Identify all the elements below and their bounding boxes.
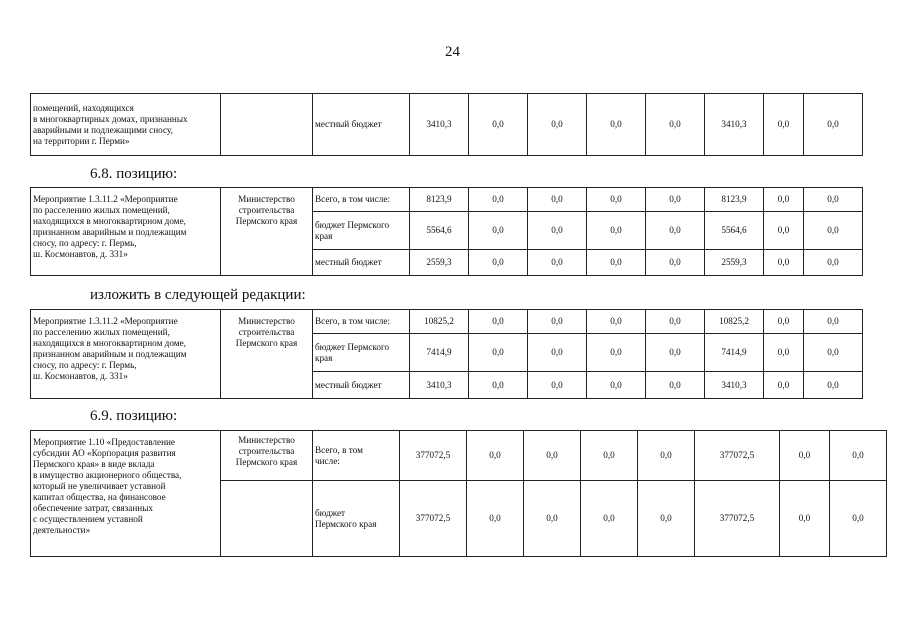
value-cell: 0,0 <box>581 481 638 557</box>
value-cell: 0,0 <box>646 212 705 250</box>
value-cell: 0,0 <box>638 431 695 481</box>
table-position-6-8 <box>30 187 863 276</box>
value-cell: 377072,5 <box>695 431 780 481</box>
value-cell: 0,0 <box>764 94 804 156</box>
funding-source: Всего, в том числе: <box>313 431 400 481</box>
value-cell: 0,0 <box>646 94 705 156</box>
value-cell: 5564,6 <box>410 212 469 250</box>
section-heading-6-9: 6.9. позицию: <box>90 408 178 424</box>
value-cell: 0,0 <box>764 372 804 399</box>
value-cell: 0,0 <box>469 372 528 399</box>
value-cell: 0,0 <box>469 334 528 372</box>
section-heading-redaction: изложить в следующей редакции: <box>90 287 306 303</box>
value-cell: 0,0 <box>804 212 863 250</box>
value-cell: 0,0 <box>780 431 830 481</box>
value-cell: 0,0 <box>780 481 830 557</box>
measure-description: Мероприятие 1.3.11.2 «Мероприятие по расселению жилых помещений, находящихся в многоквартирном доме, признанном аварийным и подлежащим сносу, по адресу: г. Пермь, ш. Космонавтов, д. 331» <box>31 310 221 399</box>
value-cell: 0,0 <box>804 188 863 212</box>
responsible-cell: Министерство строительства Пермского края <box>221 188 313 276</box>
value-cell: 3410,3 <box>410 94 469 156</box>
measure-description: помещений, находящихся в многоквартирных домах, признанных аварийными и подлежащими сносу, на территории г. Перми» <box>31 94 221 156</box>
value-cell: 0,0 <box>764 188 804 212</box>
funding-source: Всего, в том числе: <box>313 188 410 212</box>
value-cell: 0,0 <box>804 310 863 334</box>
measure-description: Мероприятие 1.10 «Предоставление субсидии АО «Корпорация развития Пермского края» в виде вклада в имущество акционерного общества, который не увеличивает уставной капитал общества, на финансовое обеспечение затрат, связанных с осуществлением уставной деятельности» <box>31 431 221 557</box>
funding-source: бюджет Пермского края <box>313 481 400 557</box>
value-cell: 8123,9 <box>705 188 764 212</box>
funding-source: бюджет Пермского края <box>313 334 410 372</box>
responsible-cell <box>221 94 313 156</box>
value-cell: 7414,9 <box>705 334 764 372</box>
value-cell: 7414,9 <box>410 334 469 372</box>
value-cell: 2559,3 <box>705 250 764 276</box>
value-cell: 0,0 <box>469 188 528 212</box>
value-cell: 0,0 <box>830 481 887 557</box>
table-continuation <box>30 93 863 156</box>
value-cell: 0,0 <box>587 372 646 399</box>
value-cell: 377072,5 <box>695 481 780 557</box>
value-cell: 0,0 <box>646 250 705 276</box>
value-cell: 0,0 <box>804 250 863 276</box>
value-cell: 5564,6 <box>705 212 764 250</box>
funding-source: Всего, в том числе: <box>313 310 410 334</box>
table-row <box>31 94 863 156</box>
value-cell: 0,0 <box>587 188 646 212</box>
value-cell: 0,0 <box>528 310 587 334</box>
value-cell: 0,0 <box>587 334 646 372</box>
value-cell: 0,0 <box>469 250 528 276</box>
value-cell: 0,0 <box>646 334 705 372</box>
value-cell: 0,0 <box>528 372 587 399</box>
value-cell: 0,0 <box>467 431 524 481</box>
funding-source: бюджет Пермского края <box>313 212 410 250</box>
funding-source: местный бюджет <box>313 372 410 399</box>
value-cell: 8123,9 <box>410 188 469 212</box>
responsible-cell: Министерство строительства Пермского края <box>221 431 313 481</box>
value-cell: 0,0 <box>524 481 581 557</box>
funding-source: местный бюджет <box>313 250 410 276</box>
measure-description: Мероприятие 1.3.11.2 «Мероприятие по расселению жилых помещений, находящихся в многоквартирном доме, признанном аварийным и подлежащим сносу, по адресу: г. Пермь, ш. Космонавтов, д. 331» <box>31 188 221 276</box>
table-row <box>31 310 863 334</box>
value-cell: 0,0 <box>646 372 705 399</box>
value-cell: 0,0 <box>646 188 705 212</box>
responsible-cell: Министерство строительства Пермского края <box>221 310 313 399</box>
value-cell: 0,0 <box>764 212 804 250</box>
value-cell: 0,0 <box>638 481 695 557</box>
value-cell: 10825,2 <box>410 310 469 334</box>
value-cell: 0,0 <box>467 481 524 557</box>
value-cell: 0,0 <box>528 188 587 212</box>
table-row <box>31 431 887 481</box>
value-cell: 0,0 <box>804 372 863 399</box>
value-cell: 0,0 <box>528 94 587 156</box>
value-cell: 0,0 <box>764 310 804 334</box>
value-cell: 10825,2 <box>705 310 764 334</box>
value-cell: 0,0 <box>646 310 705 334</box>
value-cell: 377072,5 <box>400 431 467 481</box>
value-cell: 0,0 <box>587 310 646 334</box>
value-cell: 0,0 <box>581 431 638 481</box>
value-cell: 3410,3 <box>705 94 764 156</box>
value-cell: 377072,5 <box>400 481 467 557</box>
value-cell: 0,0 <box>587 212 646 250</box>
value-cell: 0,0 <box>804 94 863 156</box>
value-cell: 0,0 <box>528 212 587 250</box>
value-cell: 3410,3 <box>410 372 469 399</box>
section-heading-6-8: 6.8. позицию: <box>90 166 178 182</box>
value-cell: 0,0 <box>830 431 887 481</box>
value-cell: 3410,3 <box>705 372 764 399</box>
table-new-redaction <box>30 309 863 399</box>
value-cell: 0,0 <box>469 310 528 334</box>
value-cell: 0,0 <box>469 94 528 156</box>
page-number: 24 <box>445 44 460 60</box>
table-position-6-9 <box>30 430 887 557</box>
funding-source: местный бюджет <box>313 94 410 156</box>
value-cell: 0,0 <box>587 250 646 276</box>
value-cell: 2559,3 <box>410 250 469 276</box>
value-cell: 0,0 <box>524 431 581 481</box>
value-cell: 0,0 <box>764 250 804 276</box>
responsible-cell-empty <box>221 481 313 557</box>
value-cell: 0,0 <box>469 212 528 250</box>
value-cell: 0,0 <box>804 334 863 372</box>
table-row <box>31 188 863 212</box>
value-cell: 0,0 <box>528 334 587 372</box>
value-cell: 0,0 <box>528 250 587 276</box>
value-cell: 0,0 <box>764 334 804 372</box>
value-cell: 0,0 <box>587 94 646 156</box>
